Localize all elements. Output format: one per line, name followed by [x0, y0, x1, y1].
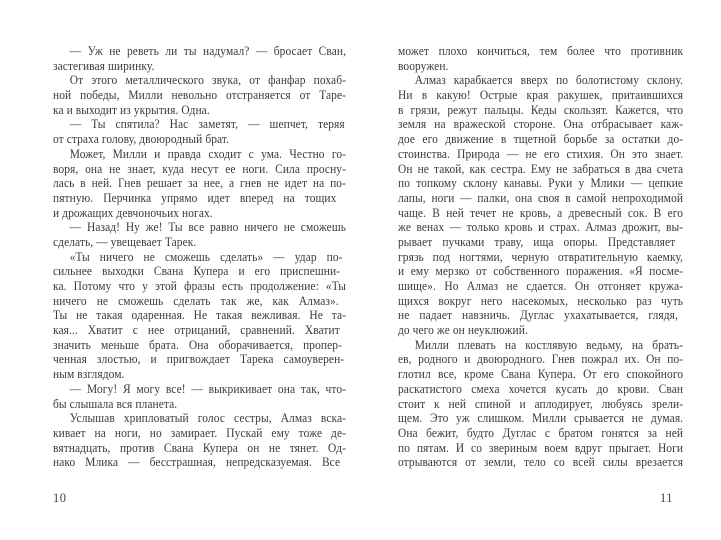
text-line: щихся вокруг него насекомых, несколько раз чуть [398, 292, 684, 308]
text-line: Она бежит, будто Дуглас с братом гонятся за ней [398, 424, 684, 440]
text-line: кая... Хватит с нее отрицаний, сравнений. Хватит [53, 322, 340, 338]
page-left [53, 0, 346, 540]
text-line: сильнее выходки Свана Купера и его приспешни- [53, 263, 341, 279]
page-right [398, 0, 683, 540]
page-right-text [398, 44, 683, 470]
text-line: до чего же он неуклюжий. [398, 322, 528, 338]
text-line: ным взглядом. [53, 366, 125, 382]
text-line: Ни в какую! Острые края ракушек, притаившихся [398, 87, 684, 103]
text-line: не падает навзничь. Дуглас ухахатывается, глядя, [398, 307, 678, 323]
text-line: пятную. Перчинка упрямо идет вперед на тощих [53, 189, 337, 205]
text-line: нако Млика — бесстрашная, непредсказуемая. Все [53, 454, 341, 470]
text-line: ной победы, Милли невольно отстраняется от Таре- [53, 87, 347, 103]
text-line: ка и выходит из укрытия. Одна. [53, 101, 210, 117]
text-line: ка. Потому что у этой фразы есть продолжение: «Ты [53, 278, 347, 293]
page-left-text [53, 44, 346, 470]
text-line: кивает на ноги, но замирает. Пускай ему тоже де- [53, 424, 347, 440]
text-line: значить меньше брата. Она оборачивается, пропер- [53, 336, 342, 352]
text-line: воря, она не знает, куда несут ее ноги. Сила просну- [53, 160, 347, 176]
text-line: вооружен. [398, 57, 449, 73]
text-line: может плохо кончиться, тем более что противник [398, 43, 684, 58]
text-line: глотил все, кроме Свана Купера. От его спокойного [398, 366, 684, 382]
text-line: по пятам. И со звериным воем вдруг прыгает. Ноги [398, 439, 684, 455]
text-line: лапы, ноги — палки, она своя в самой непроходимой [398, 189, 684, 205]
text-line: Алмаз карабкается вверх по болотистому склону. [414, 72, 684, 88]
text-line: — Уж не реветь ли ты надумал? — бросает Сван, [69, 43, 347, 58]
text-line: вятнадцать, против Свана Купера он не тянет. Од- [53, 439, 347, 455]
text-line: «Ты ничего не сможешь сделать» — удар по- [69, 248, 343, 264]
text-line: ничего не сможешь сделать так же, как Алмаз». [53, 292, 339, 308]
text-line: Он не такой, как сестра. Ему не забраться в два счета [398, 160, 684, 176]
text-line: раскатистого смеха хочется кусать до крови. Сван [398, 380, 684, 396]
text-line: От этого металлического звука, от фанфар похаб- [69, 72, 347, 88]
text-line: застегивая ширинку. [53, 57, 155, 73]
text-line: и дрожащих девчоночьих ногах. [53, 204, 213, 220]
text-line: Может, Милли и правда сходит с ума. Честно го- [69, 145, 347, 161]
text-line: стоит к ней спиной и аплодирует, любуясь зрели- [398, 395, 684, 411]
text-line: Ты не такая одаренная. Не такая вежливая. Не та- [53, 307, 347, 323]
text-line: ченная злостью, и пригвождает Тарека самоуверен- [53, 351, 345, 367]
text-line: от страха голову, двоюродный брат. [53, 131, 230, 147]
page-number-left: 10 [53, 491, 67, 505]
text-line: земля на вражеской стороне. Она отбрасывает каж- [398, 116, 684, 132]
text-line: Милли плевать на костлявую ведьму, на брать- [414, 336, 684, 352]
text-line: Услышав хрипловатый голос сестры, Алмаз вска- [69, 410, 347, 426]
text-line: шище». Но Алмаз не сдается. Он отгоняет кружа- [398, 278, 684, 293]
text-line: ев, родного и двоюродного. Гнев пожрал их. Он по- [398, 351, 684, 367]
text-line: бы слышала вся планета. [53, 395, 178, 411]
text-line: дое его движение в тщетной борьбе за остатки до- [398, 131, 684, 147]
text-line: чаще. В ней течет не кровь, а древесный сок. В его [398, 204, 684, 220]
text-line: — Могу! Я могу все! — выкрикивает она так, что- [69, 380, 347, 396]
text-line: рывает пучками траву, ища опоры. Представляет [398, 233, 676, 249]
text-line: сделать, — увещевает Тарек. [53, 233, 197, 249]
text-line: же венах — только кровь и страх. Алмаз дрожит, вы- [398, 219, 684, 235]
text-line: — Ты спятила? Нас заметят, — шепчет, теряя [69, 116, 345, 132]
text-line: грязь под ногтями, черную отвратительную каемку, [398, 248, 684, 264]
text-line: по топкому склону канавы. Руки у Млики — цепкие [398, 175, 684, 191]
text-line: щем. Это уж слишком. Милли срывается не думая. [398, 410, 684, 426]
text-line: стоинства. Природа — не его стихия. Он это знает. [398, 145, 684, 161]
text-line: в грязи, режут пальцы. Кеды скользят. Кажется, что [398, 101, 684, 117]
text-line: и ему мерзко от собственного поражения. «Я посме- [398, 263, 684, 279]
text-line: лась в ней. Гнев решает за нее, а гнев не идет на по- [53, 175, 347, 191]
text-line: — Назад! Ну же! Ты все равно ничего не сможешь [69, 219, 347, 235]
text-line: отрываются от земли, тело со всей силы врезается [398, 454, 684, 470]
page-number-right: 11 [659, 491, 673, 505]
